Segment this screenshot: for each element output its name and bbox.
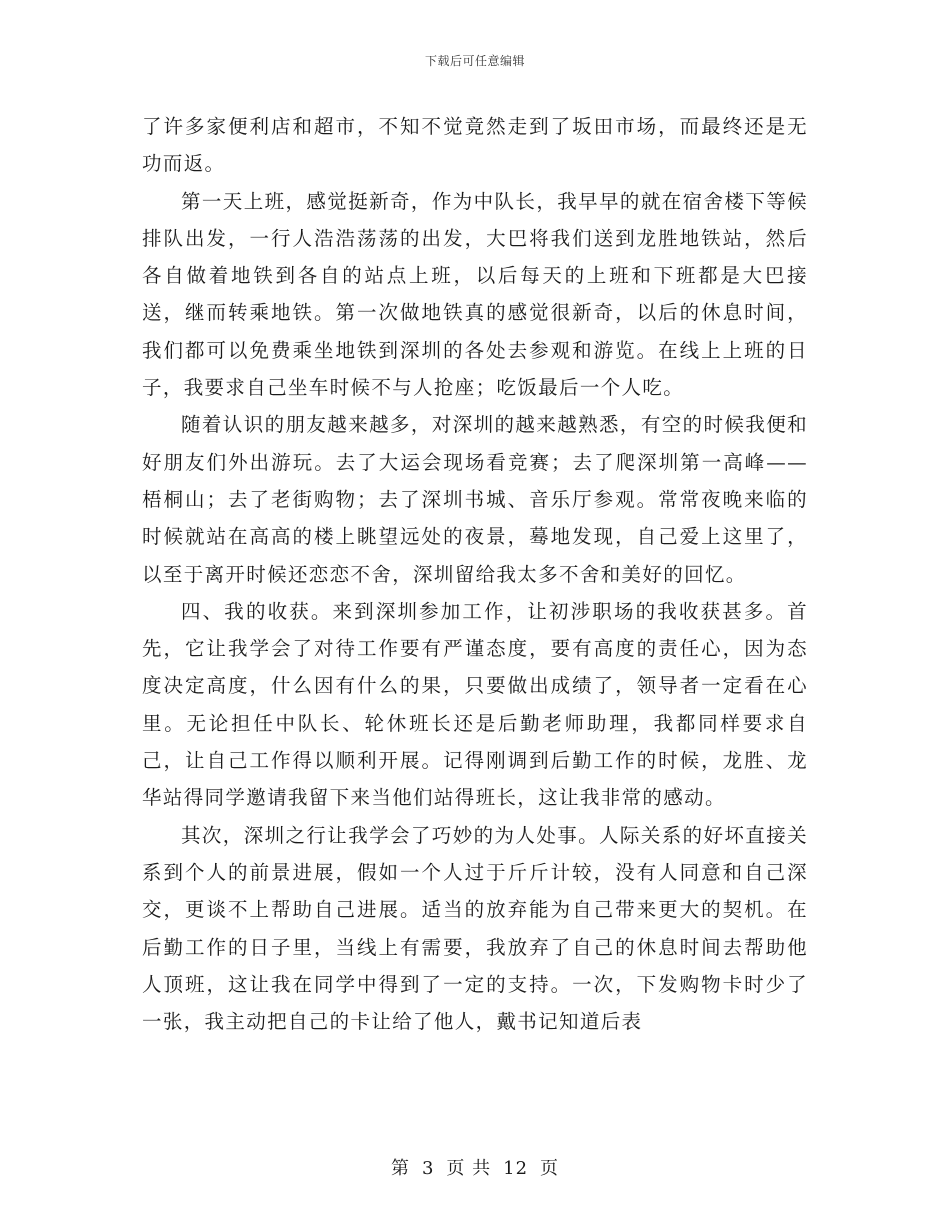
footer-middle: 页 共: [446, 1158, 492, 1179]
paragraph-3: 随着认识的朋友越来越多，对深圳的越来越熟悉，有空的时候我便和好朋友们外出游玩。去了大运会现场看竞赛；去了爬深圳第一高峰——梧桐山；去了老街购物；去了深圳书城、音乐厅参观。常常夜晚来临的时候就站在高高的楼上眺望远处的夜景，蓦地发现，自己爱上这里了，以至于离开时候还恋恋不舍，深圳留给我太多不舍和美好的回忆。: [142, 413, 808, 586]
page-footer: [0, 1154, 950, 1180]
document-body: [142, 108, 808, 1040]
paragraph-2: 第一天上班，感觉挺新奇，作为中队长，我早早的就在宿舍楼下等候排队出发，一行人浩浩荡荡的出发，大巴将我们送到龙胜地铁站，然后各自做着地铁到各自的站点上班，以后每天的上班和下班都是大巴接送，继而转乘地铁。第一次做地铁真的感觉很新奇，以后的休息时间，我们都可以免费乘坐地铁到深圳的各处去参观和游览。在线上上班的日子，我要求自己坐车时候不与人抢座；吃饭最后一个人吃。: [142, 189, 808, 400]
current-page-number: 3: [421, 1158, 435, 1179]
footer-suffix: 页: [540, 1158, 560, 1179]
page-header: 下载后可任意编辑: [424, 54, 525, 68]
paragraph-4: 四、我的收获。来到深圳参加工作，让初涉职场的我收获甚多。首先，它让我学会了对待工作要有严谨态度，要有高度的责任心，因为态度决定高度，什么因有什么的果，只要做出成绩了，领导者一定看在心里。无论担任中队长、轮休班长还是后勤老师助理，我都同样要求自己，让自己工作得以顺利开展。记得刚调到后勤工作的时候，龙胜、龙华站得同学邀请我留下来当他们站得班长，这让我非常的感动。: [142, 599, 808, 810]
paragraph-1: 了许多家便利店和超市，不知不觉竟然走到了坂田市场，而最终还是无功而返。: [142, 115, 808, 176]
total-pages-number: 12: [503, 1158, 529, 1179]
paragraph-5: 其次，深圳之行让我学会了巧妙的为人处事。人际关系的好坏直接关系到个人的前景进展，假如一个人过于斤斤计较，没有人同意和自己深交，更谈不上帮助自己进展。适当的放弃能为自己带来更大的契机。在后勤工作的日子里，当线上有需要，我放弃了自己的休息时间去帮助他人顶班，这让我在同学中得到了一定的支持。一次，下发购物卡时少了一张，我主动把自己的卡让给了他人，戴书记知道后表: [142, 823, 808, 1034]
footer-prefix: 第: [390, 1158, 410, 1179]
